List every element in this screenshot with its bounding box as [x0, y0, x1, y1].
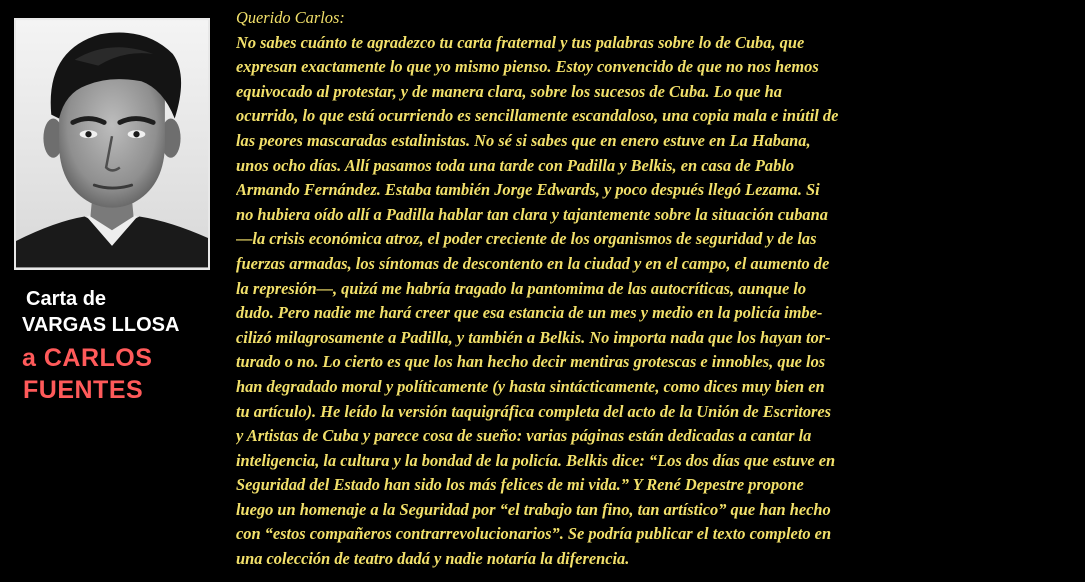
letter-line: inteligencia, la cultura y la bondad de la policía. Belkis dice: “Los dos días que estuve en — [236, 450, 836, 470]
letter-line: las peores mascaradas estalinistas. No sé si sabes que en enero estuve en La Habana, — [236, 130, 811, 150]
letter-line: no hubiera oído allí a Padilla hablar tan clara y tajantemente sobre la situación cubana — [236, 204, 828, 224]
letter-line: No sabes cuánto te agradezco tu carta fraternal y tus palabras sobre lo de Cuba, que — [236, 32, 805, 52]
letter-line: han degradado moral y políticamente (y hasta sintácticamente, como dices muy bien en — [236, 376, 825, 396]
portrait-image — [16, 20, 208, 268]
letter-line: tu artículo). He leído la versión taquigráfica completa del acto de la Unión de Escritores — [236, 401, 832, 421]
letter-line: y Artistas de Cuba y parece cosa de sueño: varias páginas están dedicadas a cantar la — [236, 426, 812, 446]
letter-line: —la crisis económica atroz, el poder creciente de los organismos de seguridad y de las — [236, 229, 817, 249]
portrait-photo — [14, 18, 210, 270]
letter-line: con “estos compañeros contrarrevolucionarios”. Se podría publicar el texto completo en — [236, 524, 832, 544]
letter-line: equivocado al protestar, y de manera clara, sobre los sucesos de Cuba. Lo que ha — [236, 81, 782, 101]
letter-line: una colección de teatro dadá y nadie notaría la diferencia. — [236, 549, 630, 569]
letter-line: fuerzas armadas, los síntomas de descontento en la ciudad y en el campo, el aumento de — [236, 253, 830, 273]
letter-line: la represión—, quizá me habría tragado la pantomima de las autocríticas, aunque lo — [236, 278, 807, 298]
letter-line: luego un homenaje a la Seguridad por “el trabajo tan fino, tan artístico” que han hecho — [236, 499, 831, 519]
letter-line: ocurrido, lo que está ocurriendo es sencillamente escandaloso, una copia mala e inútil de — [236, 106, 839, 126]
letter-line: Seguridad del Estado han sido los más felices de mi vida.” Y René Depestre propone — [236, 475, 804, 495]
caption-title — [20, 286, 220, 406]
letter-salutation: Querido Carlos: — [236, 8, 345, 27]
caption-line-4: FUENTES — [23, 376, 144, 404]
letter-line: turado o no. Lo cierto es que los han hecho decir mentiras grotescas e innobles, que los — [236, 352, 826, 372]
caption-line-2: VARGAS LLOSA — [22, 314, 180, 336]
letter-text — [236, 6, 1078, 572]
caption-line-3: a CARLOS — [22, 344, 153, 372]
caption-line-1: Carta de — [26, 288, 107, 310]
letter-line: Armando Fernández. Estaba también Jorge Edwards, y poco después llegó Lezama. Si — [236, 180, 820, 200]
letter-line: cilizó milagrosamente a Padilla, y también a Belkis. No importa nada que los hayan tor- — [236, 327, 831, 347]
letter-line: dudo. Pero nadie me hará creer que esa estancia de un mes y medio en la policía imbe- — [236, 303, 823, 323]
letter-line: expresan exactamente lo que yo mismo pienso. Estoy convencido de que no nos hemos — [236, 57, 819, 77]
letter-line: unos ocho días. Allí pasamos toda una tarde con Padilla y Belkis, en casa de Pablo — [236, 155, 795, 175]
